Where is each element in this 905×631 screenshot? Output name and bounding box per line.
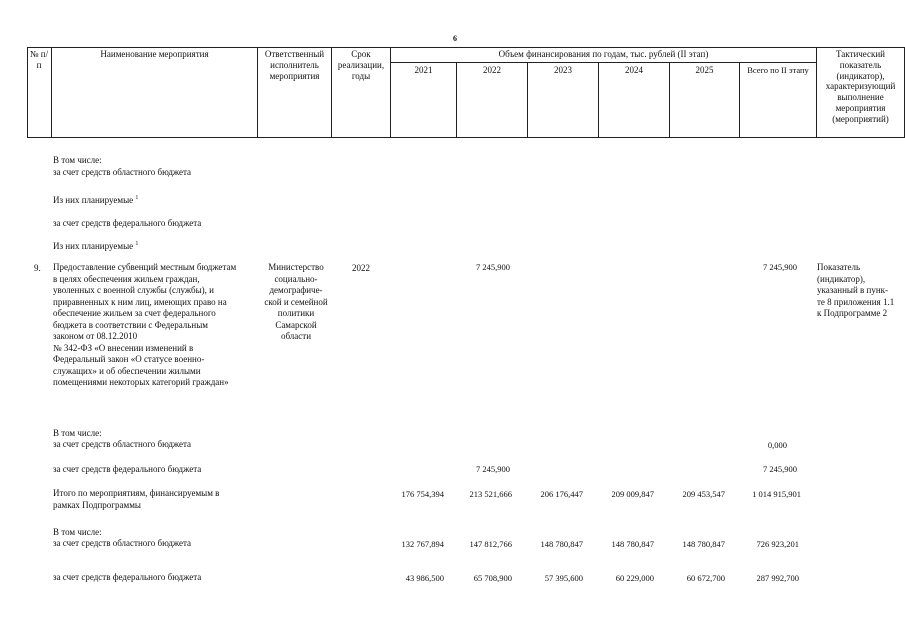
- totals-federal-2023: 57 395,600: [544, 573, 583, 583]
- item9-federal-label: за счет средств федерального бюджета: [53, 464, 202, 474]
- header-total: Всего по II этапу: [747, 65, 809, 75]
- block1-planned-label-1: Из них планируемые $^1$: [53, 195, 139, 205]
- header-financing: Объем финансирования по годам, тыс. рублей (II этап): [498, 49, 709, 59]
- header-bottom-border: [27, 137, 905, 138]
- item9-2022: 7 245,900: [476, 262, 510, 272]
- table-header: [27, 47, 905, 138]
- item9-term: 2022: [352, 263, 370, 273]
- totals-regional-label: за счет средств областного бюджета: [53, 538, 192, 548]
- totals-federal-2022: 65 708,900: [473, 573, 512, 583]
- totals-federal-total: 287 992,700: [756, 573, 799, 583]
- totals-2021: 176 754,394: [401, 489, 444, 499]
- item9-number: 9.: [34, 263, 41, 273]
- header-year-2025: 2025: [695, 65, 714, 75]
- header-responsible: Ответственный исполнитель мероприятия: [264, 49, 325, 81]
- totals-2022: 213 521,666: [469, 489, 512, 499]
- item9-total: 7 245,900: [763, 262, 797, 272]
- totals-regional-2022: 147 812,766: [469, 539, 512, 549]
- header-name: Наименование мероприятия: [100, 49, 209, 59]
- totals-in-total-label: В том числе:: [53, 527, 102, 537]
- totals-2023: 206 176,447: [540, 489, 583, 499]
- totals-federal-2025: 60 672,700: [686, 573, 725, 583]
- totals-total: 1 014 915,901: [752, 489, 801, 499]
- totals-2025: 209 453,547: [682, 489, 725, 499]
- totals-regional-2025: 148 780,847: [682, 539, 725, 549]
- block1-federal-label: за счет средств федерального бюджета: [53, 218, 202, 228]
- totals-2024: 209 009,847: [611, 489, 654, 499]
- header-top-border: [27, 47, 905, 48]
- totals-regional-2021: 132 767,894: [401, 539, 444, 549]
- block1-in-total-label: В том числе:: [53, 155, 102, 165]
- footnote-mark: 1: [135, 195, 139, 201]
- header-year-2021: 2021: [414, 65, 433, 75]
- item9-name: Предоставление субвенций местным бюджетам в целях обеспечения жильем граждан, уволенных с военной службы (службы), и приравненных к ним лиц, имеющих право на обеспечение жильем за счет федерального бюджета в соответствии с Федеральным законом от 08.12.2010 № 342-ФЗ «О внесении изменений в Федеральный закон «О статусе военно- служащих» и об обеспечении жилыми помещениями некоторых категорий граждан»: [53, 262, 237, 387]
- item9-regional-total: 0,000: [767, 440, 787, 450]
- item9-indicator: Показатель (индикатор), указанный в пунк- те 8 приложения 1.1 к Подпрограмме 2: [817, 262, 895, 318]
- header-num: № п/п: [29, 49, 49, 70]
- item9-in-total-label: В том числе:: [53, 428, 102, 438]
- item9-federal-2022: 7 245,900: [476, 464, 510, 474]
- header-year-2022: 2022: [483, 65, 501, 75]
- page-number: 6: [453, 34, 457, 43]
- header-year-2024: 2024: [625, 65, 643, 75]
- header-indicator: Тактический показатель (индикатор), характеризующий выполнение мероприятия (мероприятий): [825, 49, 896, 124]
- years-divider: [390, 62, 816, 63]
- block1-planned-label-2: Из них планируемые $^1$: [53, 241, 139, 251]
- totals-federal-label: за счет средств федерального бюджета: [53, 572, 202, 582]
- totals-regional-2024: 148 780,847: [611, 539, 654, 549]
- footnote-mark: 1: [135, 241, 139, 247]
- totals-federal-2021: 43 986,500: [405, 573, 444, 583]
- item9-regional-label: за счет средств областного бюджета: [53, 439, 192, 449]
- totals-regional-total: 726 923,201: [756, 539, 799, 549]
- totals-label: Итого по мероприятиям, финансируемым в рамках Подпрограммы: [53, 488, 220, 510]
- item9-federal-total: 7 245,900: [763, 464, 797, 474]
- header-year-2023: 2023: [554, 65, 572, 75]
- block1-regional-label: за счет средств областного бюджета: [53, 167, 192, 177]
- totals-federal-2024: 60 229,000: [615, 573, 654, 583]
- totals-regional-2023: 148 780,847: [540, 539, 583, 549]
- item9-responsible: Министерство социально- демографиче- ской и семейной политики Самарской области: [264, 262, 328, 341]
- header-term: Срок реализации, годы: [337, 49, 385, 81]
